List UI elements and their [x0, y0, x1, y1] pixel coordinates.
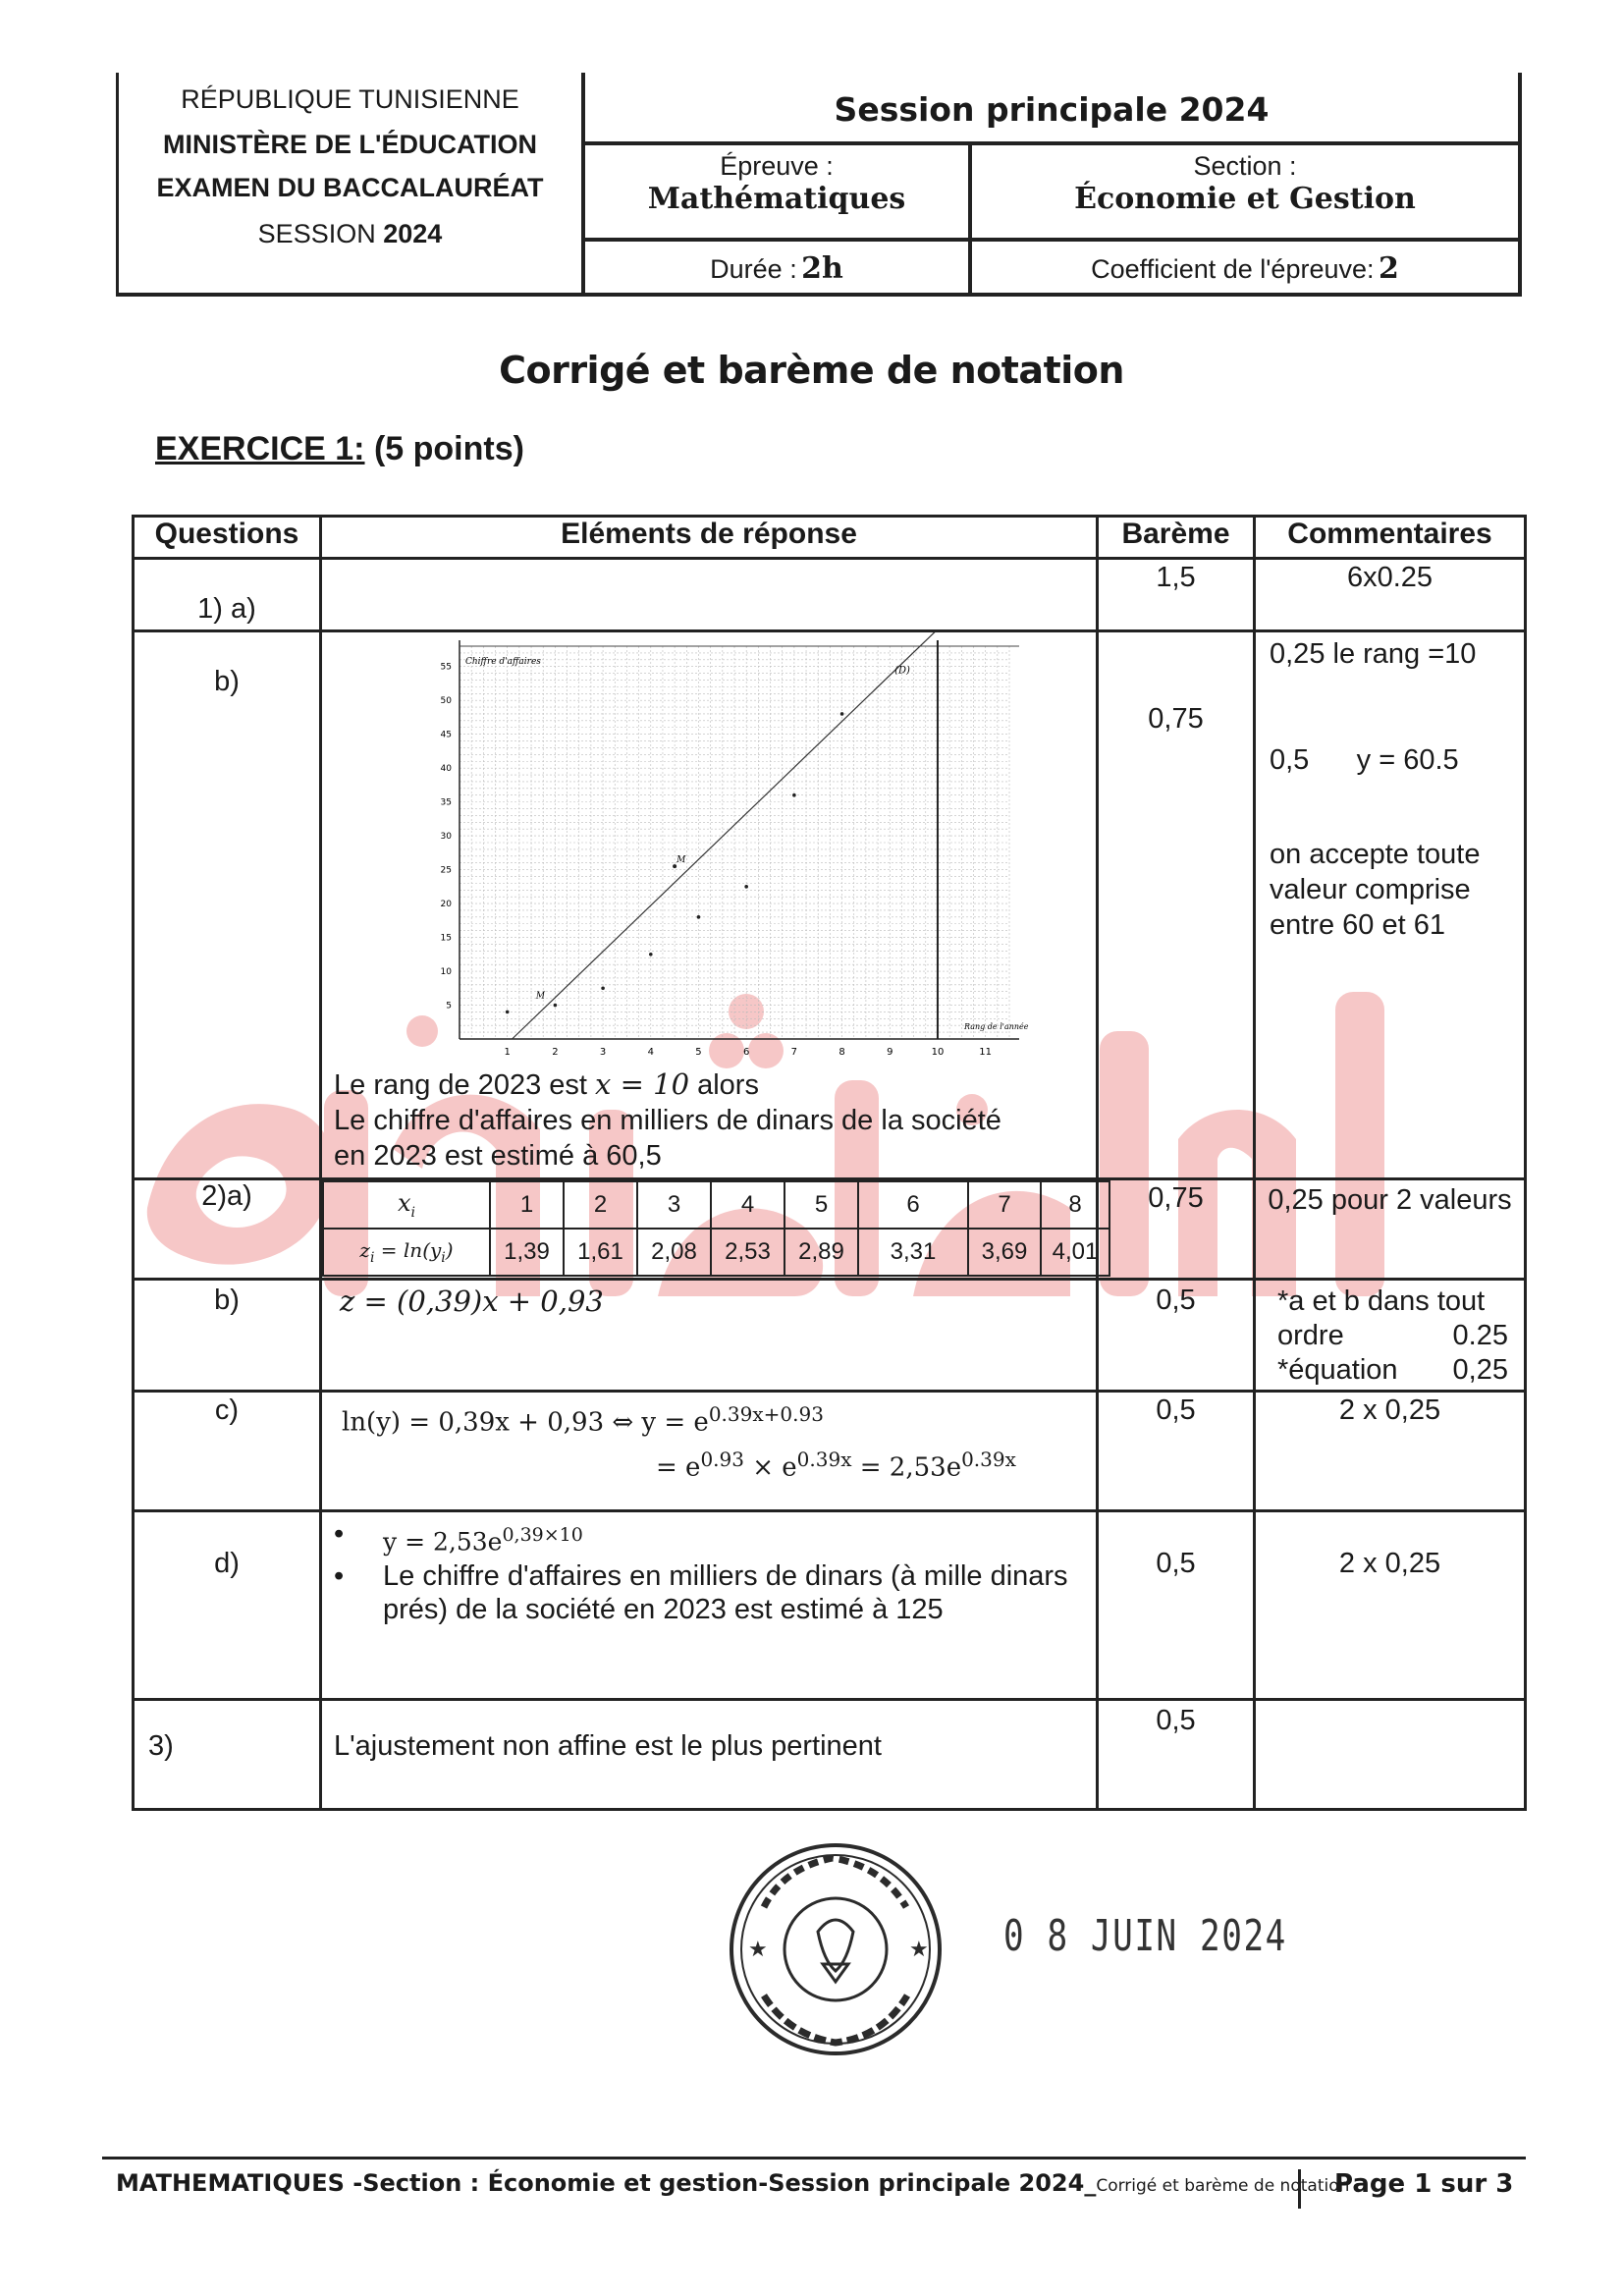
xi-value: 2 — [564, 1181, 637, 1229]
mean-point-label: M — [676, 855, 686, 866]
data-point — [697, 915, 701, 919]
zi-value: 4,01 — [1041, 1229, 1109, 1276]
regression-formula: z = (0,39)x + 0,93 — [340, 1285, 604, 1318]
coef-cell: Coefficient de l'épreuve: 2 — [1091, 251, 1399, 286]
header-ministry: MINISTÈRE DE L'ÉDUCATION — [163, 130, 537, 159]
comment-ordre: ordre 0.25 — [1277, 1320, 1508, 1351]
bullet-estimate: • Le chiffre d'affaires en milliers de dinars (à mille dinars prés) de la société en 2023 est estimé à 125 — [334, 1560, 1068, 1626]
y-tick-label: 25 — [440, 865, 452, 876]
x-tick-label: 5 — [695, 1047, 702, 1058]
col-commentaires: Commentaires — [1255, 517, 1526, 559]
y-tick-label: 45 — [440, 730, 452, 740]
epreuve-cell — [585, 145, 972, 238]
zi-value: 3,31 — [858, 1229, 968, 1276]
scatter-chart — [410, 632, 1039, 1065]
section-label: Section : — [1193, 151, 1297, 181]
table-row — [134, 1280, 1526, 1392]
header-left-block — [116, 73, 585, 293]
zi-value: 2,53 — [711, 1229, 784, 1276]
comment-rang: 0,25 le rang =10 — [1270, 638, 1477, 670]
xi-value: 5 — [784, 1181, 858, 1229]
table-row — [134, 631, 1526, 1179]
y-tick-label: 20 — [440, 900, 452, 910]
xi-value: 6 — [858, 1181, 968, 1229]
data-point — [744, 885, 748, 889]
bareme-value: 0,5 — [1156, 1548, 1196, 1579]
header-session: SESSION 2024 — [257, 219, 443, 248]
section-cell — [972, 145, 1518, 238]
zi-header: $z_i = \ln(y_i)$ — [323, 1229, 490, 1276]
x-tick-label: 1 — [504, 1047, 511, 1058]
exercise-heading: EXERCICE 1: (5 points) — [155, 430, 524, 467]
answer-text-1b: Le rang de 2023 est x = 10 alors Le chiffre d'affaires en milliers de dinars de la société en 2023 est estimé à 60,5 — [334, 1067, 1001, 1172]
footer-text: MATHEMATIQUES -Section : Économie et gestion-Session principale 2024_Corrigé et barème de notation — [116, 2169, 1350, 2197]
duree-cell: Durée : 2h — [585, 242, 972, 297]
y-tick-label: 35 — [440, 797, 452, 808]
official-seal — [725, 1838, 947, 2060]
xi-value: 1 — [490, 1181, 564, 1229]
comment-equation: *équation 0,25 — [1277, 1354, 1508, 1386]
table-row — [134, 1700, 1526, 1810]
y-tick-label: 50 — [440, 696, 452, 707]
x-tick-label: 11 — [979, 1047, 993, 1058]
stamp-date: 0 8 JUIN 2024 — [1003, 1911, 1287, 1961]
comment-ab: *a et b dans tout — [1277, 1285, 1486, 1317]
zi-value: 3,69 — [968, 1229, 1041, 1276]
x-tick-label: 2 — [552, 1047, 559, 1058]
exp-derivation: ln(y) = 0,39x + 0,93 ⇔ $y = e^{0.39x+0.93}$ = $e^{0.93} \times e^{0.39x} = 2,53e^{0.39x}$ — [321, 1392, 1098, 1511]
y-tick-label: 40 — [440, 764, 452, 775]
comment-text: 6x0.25 — [1346, 562, 1434, 593]
x-tick-label: 3 — [599, 1047, 607, 1058]
xi-value: 8 — [1041, 1181, 1109, 1229]
y-tick-label: 30 — [440, 832, 452, 843]
x-tick-label: 10 — [931, 1047, 945, 1058]
zi-value: 2,89 — [784, 1229, 858, 1276]
question-label: d) — [214, 1548, 240, 1579]
question-label: 2)a) — [201, 1180, 252, 1212]
y-tick-label: 10 — [440, 967, 452, 978]
data-point — [506, 1011, 510, 1014]
header-republic: RÉPUBLIQUE TUNISIENNE — [181, 84, 519, 114]
question-label: 1) a) — [197, 593, 256, 625]
x-tick-label: 8 — [839, 1047, 845, 1058]
question-label: c) — [214, 1394, 240, 1426]
comment-y: 0,5 y = 60.5 — [1270, 744, 1459, 776]
xi-value: 4 — [711, 1181, 784, 1229]
table-row — [134, 1179, 1526, 1280]
y-tick-label: 55 — [440, 662, 452, 673]
x-axis-label: Rang de l'année — [964, 1022, 1029, 1031]
conclusion-text: L'ajustement non affine est le plus pertinent — [334, 1730, 882, 1762]
bareme-value: 0,5 — [1156, 1285, 1196, 1316]
bareme-value: 0,75 — [1148, 1182, 1204, 1214]
data-point — [840, 712, 844, 716]
zi-value: 1,39 — [490, 1229, 564, 1276]
exam-header — [116, 73, 1522, 297]
grading-table — [132, 515, 1527, 1811]
x-tick-label: 6 — [742, 1047, 750, 1058]
question-label: b) — [214, 666, 240, 697]
line-label: (D) — [894, 665, 910, 677]
comment-text: 2 x 0,25 — [1338, 1394, 1441, 1426]
xi-value: 7 — [968, 1181, 1041, 1229]
y-axis-label: Chiffre d'affaires — [465, 657, 541, 667]
epreuve-label: Épreuve : — [720, 151, 834, 181]
bareme-value: 1,5 — [1156, 562, 1196, 593]
comment-text: 0,25 pour 2 valeurs — [1268, 1184, 1512, 1216]
zi-value: 1,61 — [564, 1229, 637, 1276]
x-tick-label: 7 — [790, 1047, 798, 1058]
data-point — [601, 986, 605, 990]
y-tick-label: 5 — [446, 1001, 452, 1011]
svg-text:★: ★ — [909, 1937, 929, 1961]
xi-header: $x_i$ — [323, 1181, 490, 1229]
data-point — [792, 793, 796, 797]
y-tick-label: 15 — [440, 933, 452, 944]
question-label: 3) — [148, 1730, 174, 1762]
x-tick-label: 9 — [887, 1047, 893, 1058]
table-row — [134, 559, 1526, 631]
bareme-value: 0,5 — [1156, 1394, 1196, 1426]
page-number: Page 1 sur 3 — [1298, 2169, 1513, 2209]
col-elements: Eléments de réponse — [321, 517, 1098, 559]
table-row — [134, 1511, 1526, 1700]
data-point — [649, 953, 653, 957]
bareme-value: 0,75 — [1148, 703, 1204, 735]
bullet-formula: • $y = 2,53e^{0,39\times 10}$ — [334, 1518, 583, 1557]
col-bareme: Barème — [1098, 517, 1255, 559]
section-value: Économie et Gestion — [1074, 182, 1416, 216]
session-title: Session principale 2024 — [585, 73, 1518, 145]
comment-accept: on accepte toute valeur comprise entre 60 et 61 — [1270, 839, 1481, 941]
question-label: b) — [214, 1285, 240, 1316]
bareme-value: 0,5 — [1156, 1705, 1196, 1736]
col-questions: Questions — [134, 517, 321, 559]
comment-text: 2 x 0,25 — [1338, 1548, 1441, 1579]
table-row — [134, 1392, 1526, 1511]
header-right-block — [585, 73, 1522, 293]
epreuve-value: Mathématiques — [647, 182, 906, 216]
page-title: Corrigé et barème de notation — [499, 349, 1124, 392]
point-label: M — [535, 991, 546, 1002]
x-tick-label: 4 — [647, 1047, 654, 1058]
page-footer — [102, 2157, 1526, 2207]
zi-value: 2,08 — [637, 1229, 711, 1276]
header-exam: EXAMEN DU BACCALAURÉAT — [156, 173, 544, 202]
xi-value: 3 — [637, 1181, 711, 1229]
svg-text:★: ★ — [748, 1937, 768, 1961]
values-table — [322, 1180, 1110, 1277]
data-point — [554, 1004, 558, 1008]
